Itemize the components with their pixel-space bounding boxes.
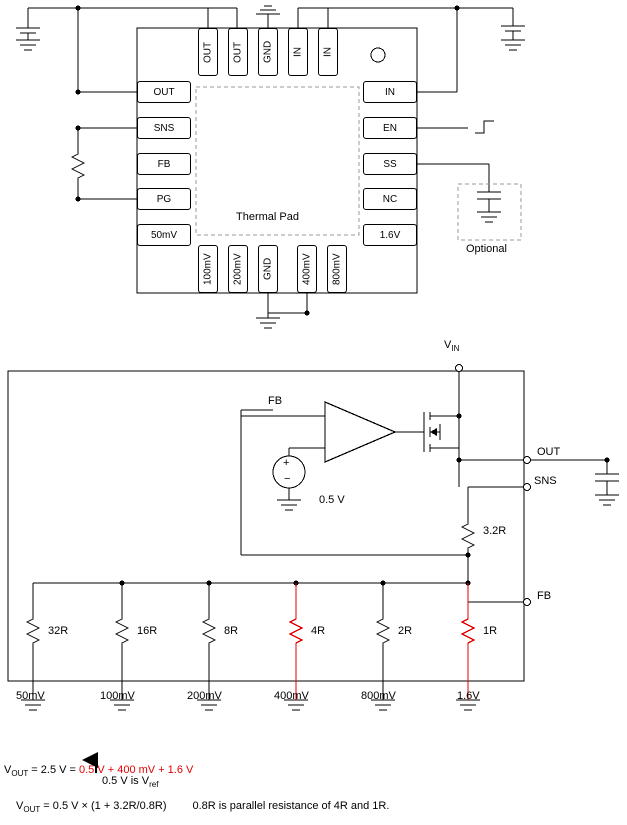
tap-label-100mv: 100mV [100,690,135,702]
equation-line-2 [16,800,389,814]
pin-top-in-2 [318,28,338,76]
equation-note: 0.5 V is $V_{ref}$ [102,775,159,790]
pin-left-50mv [137,224,191,246]
equation-2-note: 0.8R is parallel resistance of 4R and 1R. [192,800,390,812]
pin-bottom-400mv [297,245,317,293]
pin-bottom-800mv [327,245,347,293]
resistor-label-4r: 4R [311,625,326,637]
vin-sublabel: IN [451,344,460,354]
pin-left-sns [137,117,191,139]
pin-top-gnd [258,28,278,76]
resistor-label-32r: 32R [48,625,69,637]
source-plus-sign: + [283,457,290,469]
fb-terminal-label: FB [537,590,552,602]
fb-label-top: FB [268,395,283,407]
optional-label: Optional [466,243,507,255]
pin-label: 400mV [301,253,313,285]
source-value-label: 0.5 V [319,494,345,506]
pin-label: SNS [153,122,175,134]
pin-bottom-100mv [198,245,218,293]
resistor-label-2r: 2R [398,625,413,637]
pin-label: EN [383,122,397,134]
tap-label-50mv: 50mV [16,690,45,702]
tap-label-400mv: 400mV [274,690,309,702]
pin-label: 100mV [202,253,214,285]
pin-label: 200mV [232,253,244,285]
pin-right-en [363,117,417,139]
pin-right-16v [363,224,417,246]
pin-label: GND [262,257,274,281]
pin-bottom-200mv [228,245,248,293]
source-minus-sign: − [284,473,291,485]
pin-label: IN [322,47,334,57]
vout-symbol-1: $V_{OUT}$ [4,764,29,779]
pin-label: OUT [232,41,244,63]
feedback-resistor-label: 3.2R [483,525,507,537]
vout-symbol-2: $V_{OUT}$ [16,800,41,815]
pin-label: PG [156,193,172,205]
pin-top-in-1 [288,28,308,76]
equation-2-text: = 0.5 V × (1 + 3.2R/0.8R) [40,800,167,812]
out-terminal-label: OUT [537,446,561,458]
pin-label: 50mV [150,229,178,241]
pin-top-out-1 [198,28,218,76]
pin-label: 800mV [331,253,343,285]
pin-label: IN [292,47,304,57]
pin-label: IN [385,86,395,98]
pin-left-out [137,81,191,103]
pin-right-in [363,81,417,103]
pin-left-pg [137,188,191,210]
pin-label: SS [383,158,397,170]
tap-label-200mv: 200mV [187,690,222,702]
pin-label: OUT [202,41,214,63]
pin-right-ss [363,153,417,175]
sns-terminal-label: SNS [534,475,557,487]
pin-right-nc [363,188,417,210]
pin-label: GND [262,40,274,64]
pin-left-fb [137,153,191,175]
equation-line-1 [4,764,193,778]
vin-label: $V_{IN}$ [444,339,460,354]
tap-label-16v: 1.6V [457,690,480,702]
resistor-label-8r: 8R [224,625,239,637]
equation-1-highlight: 0.5 V + 400 mV + 1.6 V [79,764,194,776]
equation-1-mid: = 2.5 V = [28,764,79,776]
pin-label: FB [157,158,171,170]
thermal-pad-label: Thermal Pad [236,211,299,223]
pin-bottom-gnd [258,245,278,293]
pin-top-out-2 [228,28,248,76]
pin-label: 1.6V [379,229,401,241]
resistor-label-16r: 16R [137,625,158,637]
pin-label: NC [382,193,398,205]
resistor-label-1r: 1R [483,625,498,637]
pin-label: OUT [153,86,175,98]
tap-label-800mv: 800mV [361,690,396,702]
